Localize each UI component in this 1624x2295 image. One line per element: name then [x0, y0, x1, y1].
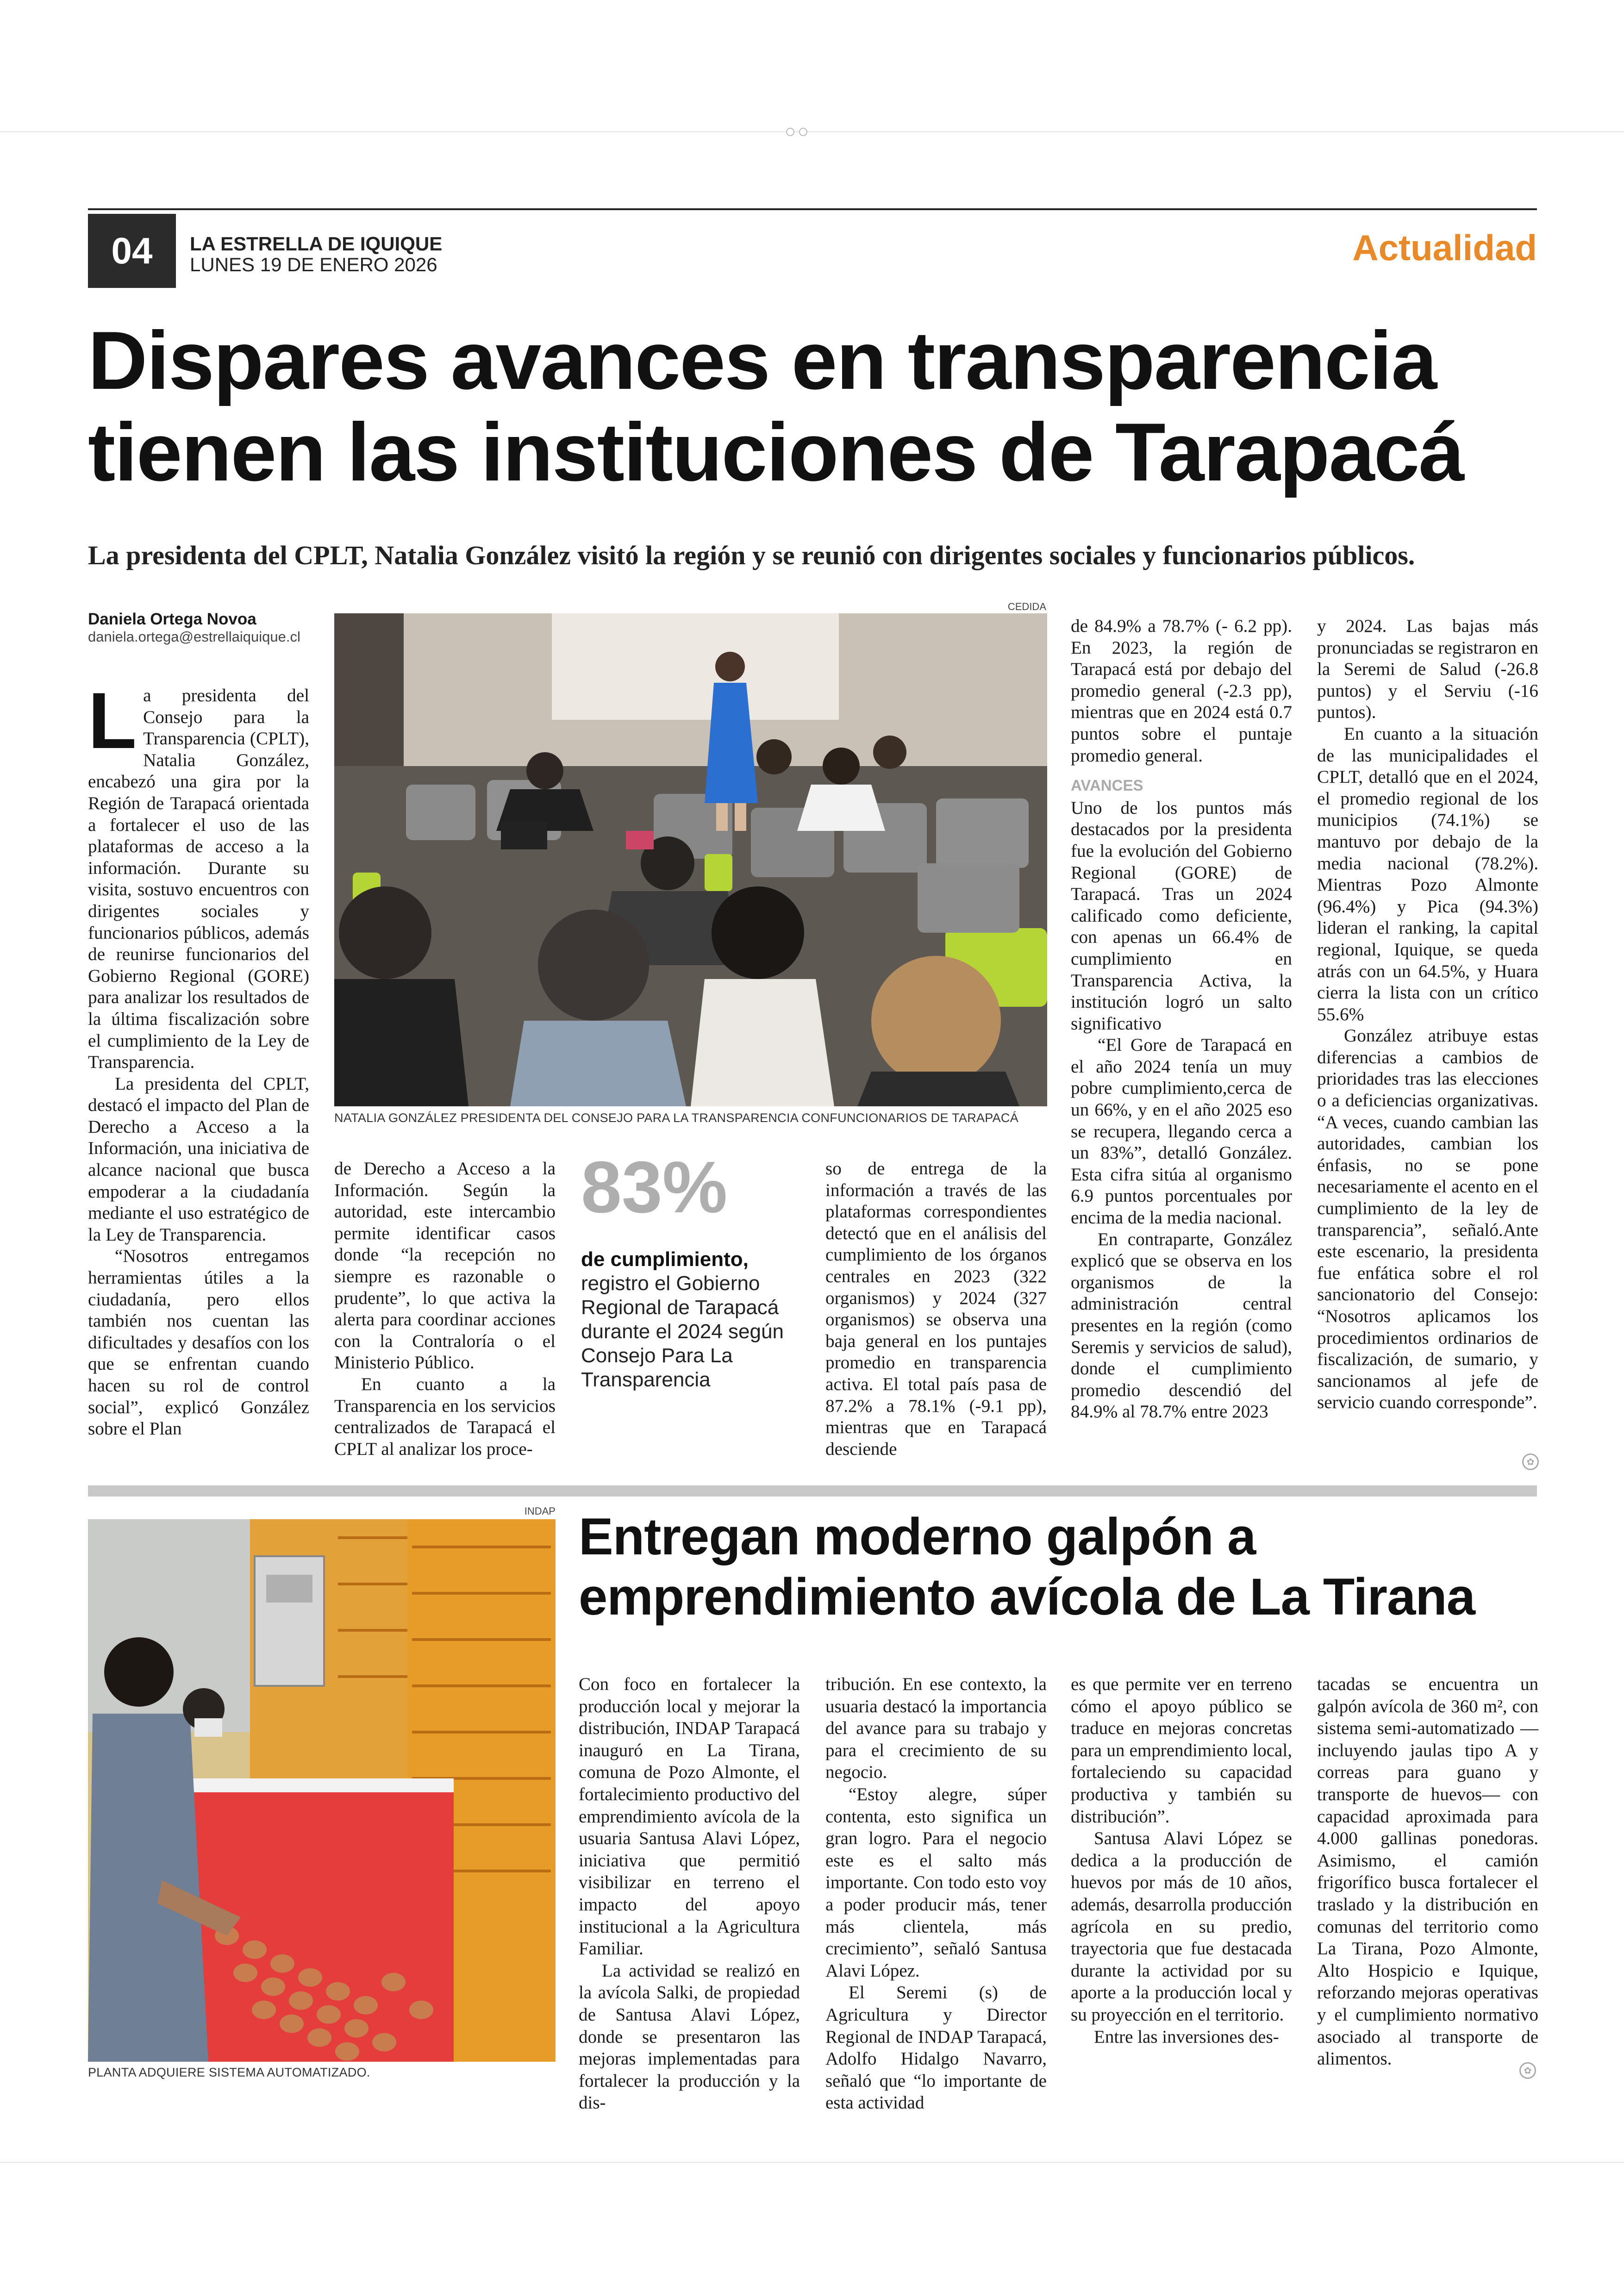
paragraph: Santusa Alavi López se dedica a la producción de huevos por más de 10 años, además, desarrolla producción agrícola en su predio, trayectoria que fue destacada durante la actividad por su aporte a la producción local y su proyección en el territorio. — [1071, 1828, 1292, 2025]
top-divider — [0, 131, 1624, 132]
paragraph: es que permite ver en terreno cómo el apoyo público se traduce en mejoras concretas para un emprendimiento local, fortaleciendo su capacidad productiva y también su distribución”. — [1071, 1674, 1292, 1827]
paragraph: y 2024. Las bajas más pronunciadas se registraron en la Seremi de Salud (-26.8 puntos) y el Serviu (-16 puntos). — [1317, 616, 1538, 723]
paragraph: Uno de los puntos más destacados por la presidenta fue la evolución del Gobierno Regional (GORE) de Tarapacá. Tras un 2024 calificado como deficiente, con apenas un 66.4% de cumplimiento en Transparencia Activa, la institución logró un salto significativo — [1071, 798, 1292, 1034]
article-column — [88, 676, 309, 1440]
author-email: daniela.ortega@estrellaiquique.cl — [88, 629, 300, 645]
paragraph-text: a presidenta del Consejo para la Transparencia (CPLT), Natalia González, encabezó una gira por la Región de Tarapacá orientada a fortalecer el uso de las plataformas de acceso a la información. Durante su visita, sostuvo encuentros con dirigentes sociales y funcionarios públicos, además de reunirse funcionarios del Gobierno Regional (GORE) para analizar los resultados de la última fiscalización sobre el cumplimiento de la Ley de Transparencia. — [88, 686, 309, 1073]
paragraph: En contraparte, González explicó que se observa en los organismos de la administración central presentes en la región (como Seremis y servicios de salud), donde el cumplimiento promedio descendió del 84.9% al 78.7% entre 2023 — [1071, 1229, 1292, 1422]
conference-photo — [334, 613, 1047, 1106]
paragraph: Entre las inversiones des- — [1094, 2027, 1279, 2047]
paragraph: “Nosotros entregamos herramientas útiles a la ciudadanía, pero ellos también nos cuentan las dificultades y desafíos con los que se enfrentan cuando hacen su rol de control social”, explicó González sobre el Plan — [88, 1246, 309, 1439]
paragraph: tribución. En ese contexto, la usuaria destacó la importancia del avance para su trabajo y para el crecimiento de su negocio. — [825, 1674, 1047, 1783]
paragraph: González atribuye estas diferencias a cambios de prioridades tras las elecciones o a deficiencias organizativas. “A veces, cuando cambian las autoridades, cambian los énfasis, no se pone necesariamente el acento en el cumplimiento de la ley de transparencia”, señaló.Ante este escenario, la presidenta fue enfática sobre el rol sancionatorio del Consejo: “Nosotros aplicamos los procedimientos ordinarios de fiscalización, de sumario, y sancionamos al jefe de servicio cuando corresponde”. — [1317, 1026, 1538, 1413]
end-of-article-icon: ✿ — [1519, 2062, 1536, 2079]
article-column — [1071, 1673, 1292, 2048]
paragraph: de Derecho a Acceso a la Información. Según la autoridad, este intercambio permite identificar casos donde “la recepción no siempre es razonable o prudente”, lo que activa la alerta para coordinar acciones con la Contraloría o el Ministerio Público. — [334, 1159, 556, 1373]
article-column — [825, 1158, 1047, 1460]
paragraph: La presidenta del CPLT, destacó el impacto del Plan de Derecho a Acceso a la Información, una iniciativa de alcance nacional que busca empoderar a la ciudadanía mediante el uso estratégico de la Ley de Transparencia. — [88, 1073, 309, 1245]
article-headline — [88, 315, 1546, 498]
page-dots — [782, 128, 810, 135]
paragraph: Con foco en fortalecer la producción local y mejorar la distribución, INDAP Tarapacá inauguró en La Tirana, comuna de Pozo Almonte, el fortalecimiento productivo del emprendimiento avícola de la usuaria Santusa Alavi López, iniciativa que permitió visibilizar en terreno el impacto del apoyo institucional a la Agricultura Familiar. — [579, 1674, 800, 1959]
section-label: Actualidad — [1352, 227, 1537, 268]
issue-date: LUNES 19 DE ENERO 2026 — [190, 254, 437, 275]
header-rule — [88, 208, 1537, 210]
headline-line: Dispares avances en transparencia — [88, 314, 1437, 406]
photo-caption: PLANTA ADQUIERE SISTEMA AUTOMATIZADO. — [88, 2065, 370, 2079]
drop-cap: L — [88, 676, 137, 765]
lead-paragraph — [88, 676, 309, 1073]
paragraph: so de entrega de la información a través de las plataformas correspondientes detectó que en el análisis del cumplimiento de los órganos centrales en 2023 (322 organismos) y 2024 (327 organismos) se observa una baja general en los puntajes promedio en transparencia activa. El total país pasa de 87.2% a 78.1% (-9.1 pp), mientras que en Tarapacá desciende — [825, 1159, 1047, 1459]
paragraph: “Estoy alegre, súper contenta, esto significa un gran logro. Para el negocio este es el salto más importante. Con todo esto voy a poder producir más, tener más clientela, más crecimiento”, señaló Santusa Alavi López. — [825, 1784, 1047, 1981]
section-subhead: AVANCES — [1071, 777, 1143, 794]
photo-credit: CEDIDA — [1007, 601, 1046, 612]
author-name: Daniela Ortega Novoa — [88, 610, 256, 628]
highlight-bold: de cumplimiento, — [581, 1248, 749, 1271]
article-photo — [88, 1519, 556, 2062]
article-column — [1071, 616, 1292, 1423]
headline-line: Entregan moderno galpón a — [579, 1508, 1256, 1565]
article-column — [825, 1673, 1047, 2114]
page-dot-icon — [786, 128, 794, 136]
poultry-photo — [88, 1519, 556, 2062]
article-subhead: La presidenta del CPLT, Natalia González visitó la región y se reunió con dirigentes sociales y funcionarios públicos. — [88, 540, 1415, 570]
article-column — [334, 1158, 556, 1460]
article-photo — [334, 613, 1047, 1106]
article-column — [579, 1673, 800, 2114]
article-divider — [88, 1485, 1537, 1497]
paragraph: La actividad se realizó en la avícola Salki, de propiedad de Santusa Alavi López, donde se presentaron las mejoras implementadas para fortalecer la producción y la dis- — [579, 1960, 800, 2113]
paragraph: El Seremi (s) de Agricultura y Director Regional de INDAP Tarapacá, Adolfo Hidalgo Navarro, señaló que “lo importante de esta actividad — [825, 1983, 1047, 2113]
headline-line: emprendimiento avícola de La Tirana — [579, 1568, 1475, 1626]
article-column — [1317, 1673, 1538, 2070]
page-number: 04 — [88, 214, 176, 288]
article-headline — [579, 1507, 1542, 1627]
highlight-number: 83% — [581, 1147, 728, 1228]
end-of-article-icon: ✿ — [1522, 1453, 1539, 1470]
paragraph: En cuanto a la situación de las municipalidades el CPLT, detalló que en el 2024, el promedio regional de los municipios (74.1%) se mantuvo por debajo de la media nacional (78.2%). Mientras Pozo Almonte (96.4%) y Pica (94.3%) lideran el ranking, la capital regional, Iquique, se queda atrás con un 64.5%, y Huara cierra la lista con un crítico 55.6% — [1317, 723, 1538, 1024]
photo-credit: INDAP — [524, 1505, 556, 1517]
photo-caption: NATALIA GONZÁLEZ PRESIDENTA DEL CONSEJO PARA LA TRANSPARENCIA CONFUNCIONARIOS DE TARAPACÁ — [334, 1111, 1019, 1125]
paragraph: de 84.9% a 78.7% (- 6.2 pp). En 2023, la región de Tarapacá está por debajo del promedio general (-2.3 pp), mientras que en 2024 está 0.7 puntos sobre el puntaje promedio general. — [1071, 616, 1292, 766]
page-dot-icon — [799, 128, 807, 136]
article-column — [1317, 616, 1538, 1414]
highlight-rest: registro el Gobierno Regional de Tarapacá durante el 2024 según Consejo Para La Transparencia — [581, 1272, 784, 1391]
newspaper-name: LA ESTRELLA DE IQUIQUE — [190, 233, 443, 255]
paragraph: En cuanto a la Transparencia en los servicios centralizados de Tarapacá el CPLT al analizar los proce- — [334, 1374, 556, 1459]
paragraph: tacadas se encuentra un galpón avícola de 360 m², con sistema semi-automatizado —incluyendo jaulas tipo A y correas para guano y transporte de huevos— con capacidad aproximada para 4.000 gallinas ponedoras. Asimismo, el camión frigorífico busca fortalecer el traslado y la distribución en comunas del territorio como La Tirana, Pozo Almonte, Alto Hospicio e Iquique, reforzando mejoras operativas y el cumplimiento normativo asociado al transporte de alimentos. — [1317, 1674, 1538, 2069]
paragraph: “El Gore de Tarapacá en el año 2024 tenía un muy pobre cumplimiento,cerca de un 66%, y en el año 2025 eso se recupera, llegando cerca a un 83%”, detalló González. Esta cifra sitúa al organismo 6.9 puntos porcentuales por encima de la media nacional. — [1071, 1035, 1292, 1228]
bottom-divider — [0, 2162, 1624, 2163]
highlight-text — [581, 1247, 801, 1392]
headline-line: tienen las instituciones de Tarapacá — [88, 406, 1464, 498]
